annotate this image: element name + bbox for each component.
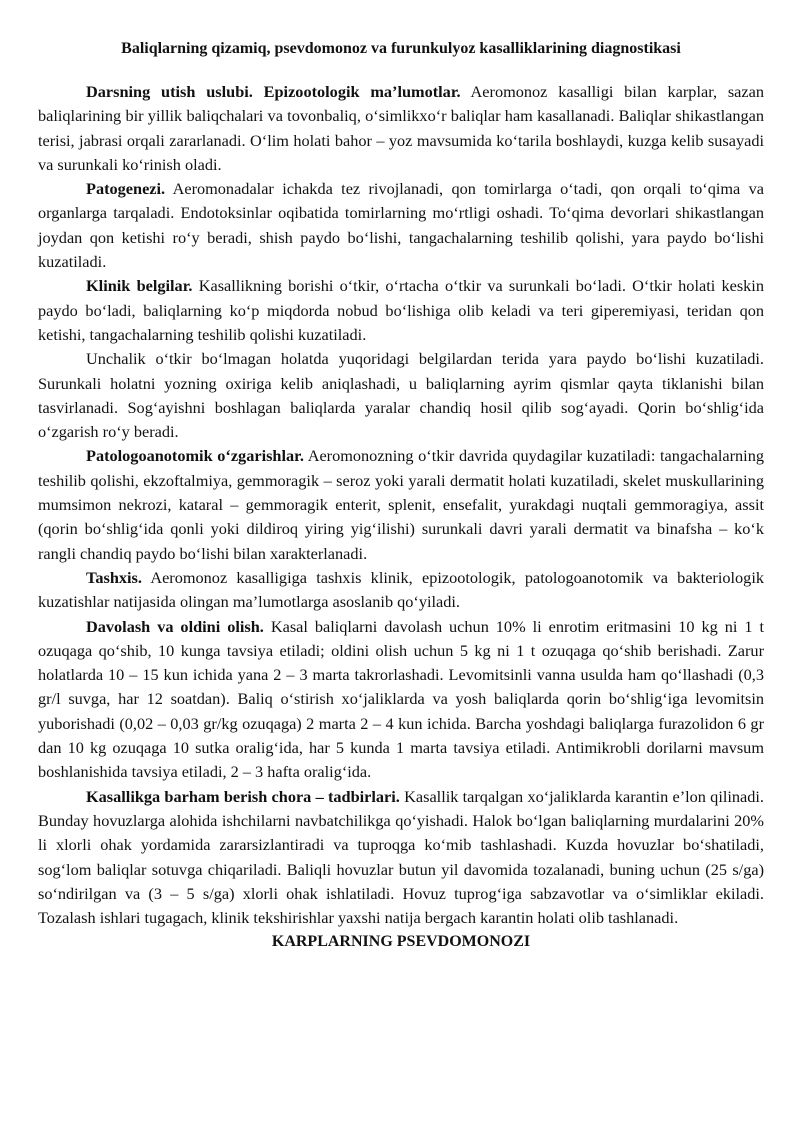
paragraph-text: Unchalik o‘tkir bo‘lmagan holatda yuqoridagi belgilardan terida yara paydo bo‘lishi kuzatiladi. Surunkali holatni yozning oxiriga kelib aniqlashadi, u baliqlarning ayrim qismlar qayta tiklanishi bilan tasvirlanadi. Sog‘ayishni boshlagan baliqlarda yaralar chandiq hosil qilib sog‘ayadi. Qorin bo‘shlig‘ida o‘zgarish ro‘y beradi.: [38, 349, 764, 442]
paragraph-heading: Kasallikga barham berish chora – tadbirlari.: [86, 786, 400, 806]
paragraph-text: Aeromonoz kasalligi bilan karplar, sazan baliqlarining bir yillik baliqchalari va tovonbaliq, o‘simlikxo‘r baliqlar ham kasallanadi. Baliqlar shikastlangan terisi, jabrasi orqali zararlanadi. O‘lim holati bahor – yoz mavsumida ko‘tarila boshlaydi, kuzga kelib susayadi va surunkali ko‘rinish oladi.: [38, 82, 764, 174]
paragraph-heading: Davolash va oldini olish.: [86, 616, 264, 636]
paragraph-pathogenesis: [38, 177, 764, 274]
paragraph-heading: Tashxis.: [86, 567, 142, 587]
paragraph-heading: Patogenezi.: [86, 179, 166, 199]
section-heading: KARPLARNING PSEVDOMONOZI: [271, 933, 531, 951]
paragraph-heading: Darsning utish uslubi. Epizootologik ma’lumotlar.: [86, 82, 461, 101]
paragraph-text: Aeromonadalar ichakda tez rivojlanadi, qon tomirlarga o‘tadi, qon orqali to‘qima va organlarga tarqaladi. Endotoksinlar oqibatida tomirlarning mo‘rtligi oshadi. To‘qima devorlari shikastlangan joydan qon ketishi ro‘y beradi, shish paydo bo‘lishi, tangachalarning teshilib qolishi, yara paydo bo‘lishi kuzatiladi.: [38, 179, 764, 272]
document-page: [38, 38, 764, 954]
paragraph-control-measures: [38, 785, 764, 931]
paragraph-diagnosis: [38, 566, 764, 615]
paragraph-epizootology: [38, 80, 764, 177]
paragraph-text: Aeromonoz kasalligiga tashxis klinik, epizootologik, patologoanotomik va bakteriologik kuzatishlar natijasida olingan ma’lumotlarga asoslanib qo‘yiladi.: [38, 567, 764, 612]
paragraph-treatment-prevention: [38, 615, 764, 785]
paragraph-text: Aeromonozning o‘tkir davrida quydagilar kuzatiladi: tangachalarning teshilib qolishi, ekzoftalmiya, gemmoragik – seroz yoki yarali dermatit holati kuzatiladi, skelet muskullarining mumsimon nekrozi, kataral – gemmoragik enterit, splenit, ensefalit, yurakdagi nuqtali gemmoragiya, assit (qorin bo‘shlig‘ida qonli yoki dildiroq yiring yig‘ilishi) surunkali davri yarali dermatit va binafsha – ko‘k rangli chandiq paydo bo‘lishi bilan xarakterlanadi.: [38, 446, 764, 563]
paragraph-text: Kasallik tarqalgan xo‘jaliklarda karantin e’lon qilinadi. Bunday hovuzlarga alohida ishchilarni navbatchilikga qo‘yishadi. Halok bo‘lgan baliqlarning murdalarini 20% li xlorli ohak yordamida zararsizlantiradi va tuproqga ko‘mib tashlashadi. Kuzda hovuzlar bo‘shatiladi, sog‘lom baliqlar sotuvga chiqariladi. Baliqli hovuzlar butun yil davomida tozalanadi, buning uchun (25 s/ga) so‘ndirilgan va (3 – 5 s/ga) xlorli ohak ishlatiladi. Hovuz tuprog‘iga sabzavotlar va o‘simliklar ekiladi. Tozalash ishlari tugagach, klinik tekshirishlar yaxshi natija bergach karantin holati olib tashlanadi.: [38, 786, 764, 928]
paragraph-clinical-signs: [38, 274, 764, 347]
document-title: Baliqlarning qizamiq, psevdomonoz va furunkulyoz kasalliklarining diagnostikasi: [121, 40, 681, 57]
paragraph-pathoanatomy: [38, 444, 764, 565]
paragraph-text: Kasal baliqlarni davolash uchun 10% li enrotim eritmasini 10 kg ni 1 t ozuqaga qo‘shib, 10 kunga tavsiya etiladi; oldini olish uchun 5 kg ni 1 t ozuqaga qo‘shib berishadi. Zarur holatlarda 10 – 15 kun ichida yana 2 – 3 marta takrorlashadi. Levomitsinli vanna usulda ham qo‘llashadi (0,3 gr/l suvga, har 12 soatdan). Baliq o‘stirish xo‘jaliklarda va yosh baliqlarda qorin bo‘shlig‘iga levomitsin yuborishadi (0,02 – 0,03 gr/kg ozuqaga) 2 marta 2 – 4 kun ichida. Barcha yoshdagi baliqlarga furazolidon 6 gr dan 10 kg ozuqaga 10 sutka oralig‘ida, har 5 kunda 1 marta tavsiya etiladi. Antimikrobli dorilarni mavsum boshlanishida tavsiya etiladi, 2 – 3 hafta oralig‘ida.: [38, 616, 764, 782]
paragraph-subacute-form: [38, 347, 764, 444]
paragraph-heading: Klinik belgilar.: [86, 276, 193, 296]
paragraph-heading: Patologoanotomik o‘zgarishlar.: [86, 446, 304, 466]
paragraph-text: Kasallikning borishi o‘tkir, o‘rtacha o‘tkir va surunkali bo‘ladi. O‘tkir holati keskin paydo bo‘ladi, baliqlarning ko‘p miqdorda nobud bo‘lishiga olib keladi va teri giperemiyasi, teridan qon ketishi, tangachalarning teshilib qolishi kuzatiladi.: [38, 276, 764, 344]
